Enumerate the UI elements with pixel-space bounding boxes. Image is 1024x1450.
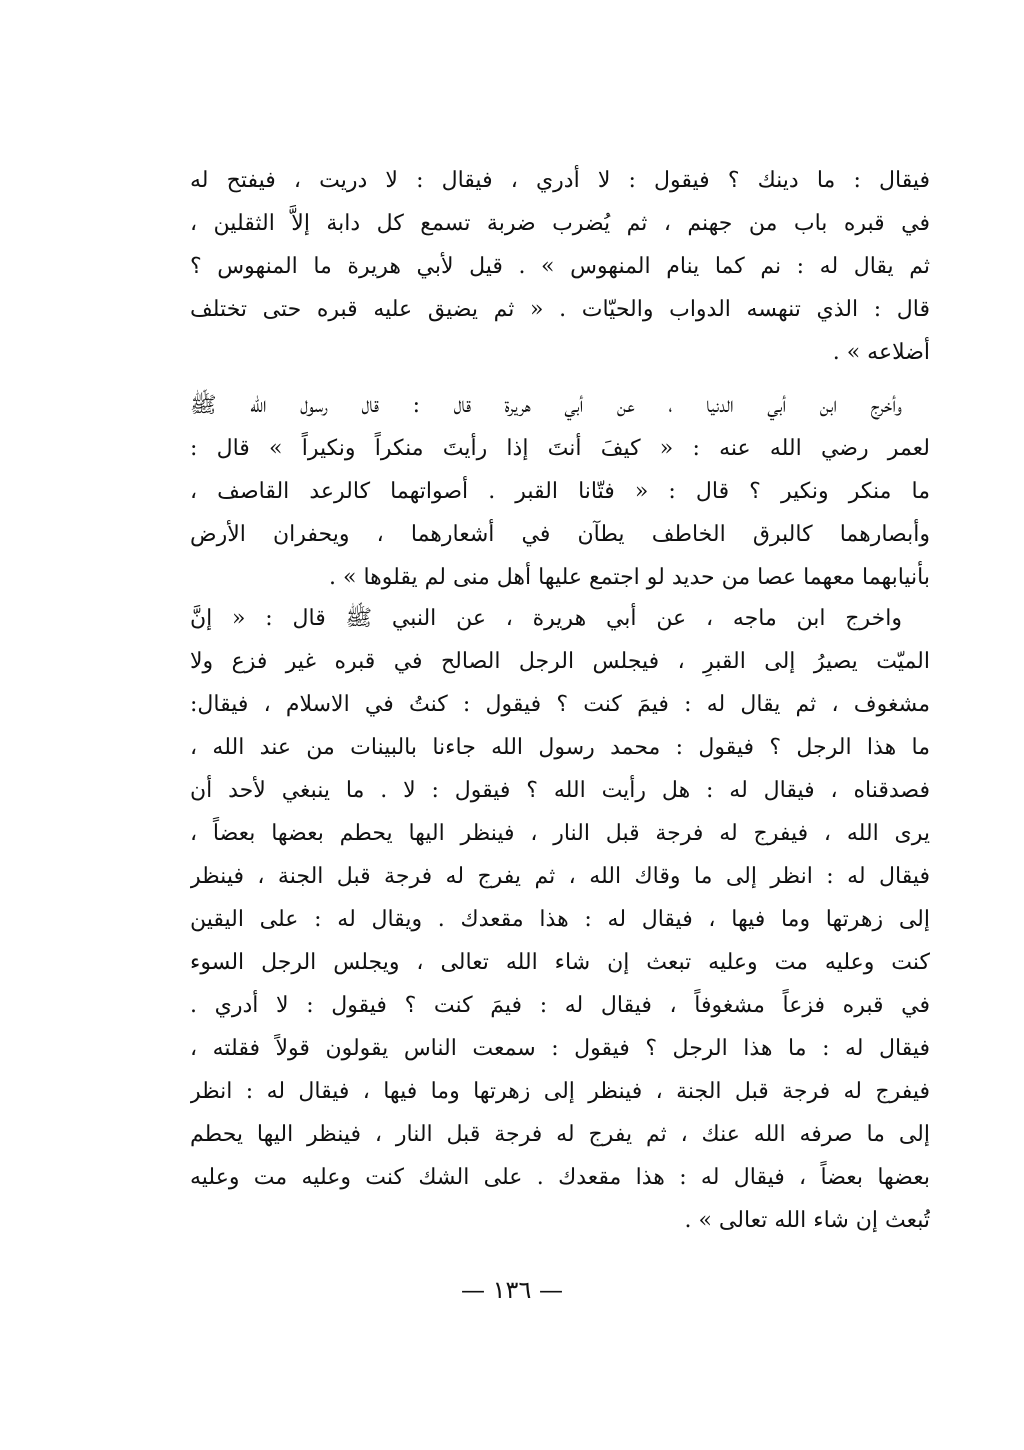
text-line: ثم يقال له : نم كما ينام المنهوس » . قيل لأبي هريرة ما المنهوس ؟ bbox=[190, 254, 930, 279]
text-line: وأخرج ابن أبي الدنيا ، عن أبي هريرة قال : قال رسول الله ﷺ bbox=[190, 393, 902, 418]
text-line: إلى ما صرفه الله عنك ، ثم يفرج له فرجة قبل النار ، فينظر اليها يحطم bbox=[190, 1122, 930, 1147]
paragraph-1 bbox=[190, 159, 930, 374]
text-line: ما هذا الرجل ؟ فيقول : محمد رسول الله جاءنا بالبينات من عند الله ، bbox=[190, 735, 930, 760]
page-number: — ١٣٦ — bbox=[461, 1276, 563, 1304]
text-line: فيفرج له فرجة قبل الجنة ، فينظر إلى زهرتها وما فيها ، فيقال له : انظر bbox=[190, 1079, 930, 1104]
text-line: قال : الذي تنهسه الدواب والحيّات . « ثم يضيق عليه قبره حتى تختلف bbox=[190, 297, 930, 322]
text-line: الميّت يصيرُ إلى القبرِ ، فيجلس الرجل الصالح في قبره غير فزع ولا bbox=[190, 649, 930, 674]
paragraph-3 bbox=[190, 597, 930, 1242]
text-line: بعضها بعضاً ، فيقال له : هذا مقعدك . على الشك كنت وعليه مت وعليه bbox=[190, 1165, 930, 1190]
text-line: مشغوف ، ثم يقال له : فيمَ كنت ؟ فيقول : كنتُ في الاسلام ، فيقال: bbox=[190, 692, 930, 717]
text-line: في قبره باب من جهنم ، ثم يُضرب ضربة تسمع كل دابة إلاَّ الثقلين ، bbox=[190, 211, 930, 236]
text-line: وأبصارهما كالبرق الخاطف يطآن في أشعارهما ، ويحفران الأرض bbox=[190, 522, 930, 547]
text-line: تُبعث إن شاء الله تعالى » . bbox=[684, 1208, 930, 1233]
text-line: كنت وعليه مت وعليه تبعث إن شاء الله تعالى ، ويجلس الرجل السوء bbox=[190, 950, 930, 975]
paragraph-2 bbox=[190, 384, 930, 599]
text-line: فيقال له : ما هذا الرجل ؟ فيقول : سمعت الناس يقولون قولاً فقلته ، bbox=[190, 1036, 930, 1061]
text-line: واخرج ابن ماجه ، عن أبي هريرة ، عن النبي ﷺ قال : « إنَّ bbox=[190, 606, 902, 631]
text-line: لعمر رضي الله عنه : « كيفَ أنتَ إذا رأيتَ منكراً ونكيراً » قال : bbox=[190, 436, 930, 461]
text-line: فيقال : ما دينك ؟ فيقول : لا أدري ، فيقال : لا دريت ، فيفتح له bbox=[190, 168, 930, 193]
text-line: في قبره فزعاً مشغوفاً ، فيقال له : فيمَ كنت ؟ فيقول : لا أدري . bbox=[190, 993, 930, 1018]
text-line: فصدقناه ، فيقال له : هل رأيت الله ؟ فيقول : لا . ما ينبغي لأحد أن bbox=[190, 778, 930, 803]
text-line: يرى الله ، فيفرج له فرجة قبل النار ، فينظر اليها يحطم بعضها بعضاً ، bbox=[190, 821, 930, 846]
text-line: إلى زهرتها وما فيها ، فيقال له : هذا مقعدك . ويقال له : على اليقين bbox=[190, 907, 930, 932]
text-line: ما منكر ونكير ؟ قال : « فتّانا القبر . أصواتهما كالرعد القاصف ، bbox=[190, 479, 930, 504]
text-line: بأنيابهما معهما عصا من حديد لو اجتمع عليها أهل منى لم يقلوها » . bbox=[329, 565, 930, 590]
text-line: أضلاعه » . bbox=[832, 340, 930, 365]
text-line: فيقال له : انظر إلى ما وقاك الله ، ثم يفرج له فرجة قبل الجنة ، فينظر bbox=[190, 864, 930, 889]
